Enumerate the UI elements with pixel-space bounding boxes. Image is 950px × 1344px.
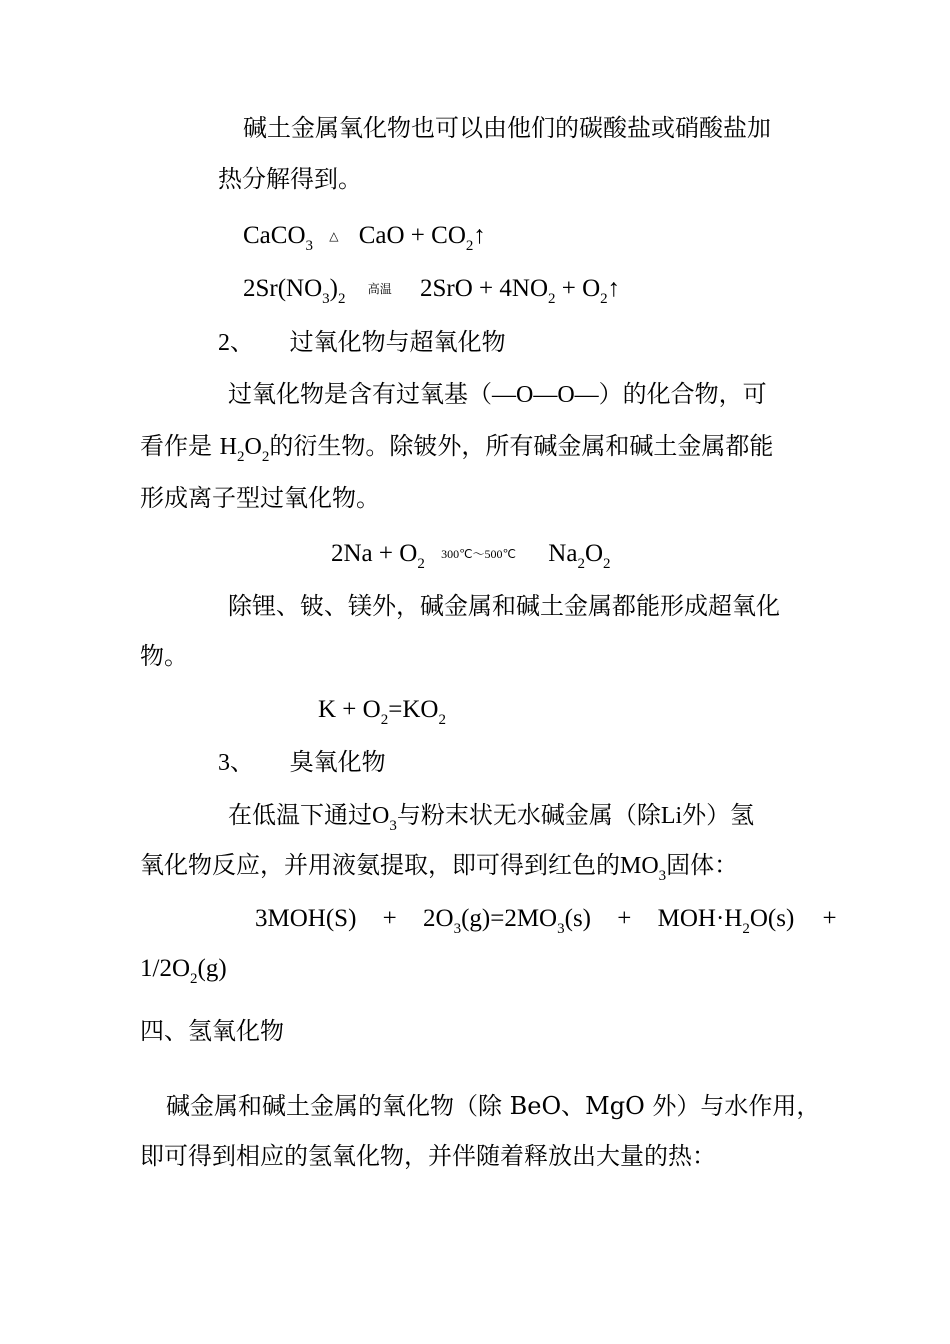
equation-term: 2Sr(NO (243, 275, 323, 302)
equation-caco3 (243, 220, 486, 252)
subscript: 3 (322, 291, 330, 307)
subscript: 2 (577, 556, 585, 572)
subscript: 2 (548, 291, 556, 307)
subscript: 2 (603, 556, 611, 572)
paragraph-line: 形成离子型过氧化物。 (140, 484, 380, 512)
formula-mo3 (620, 853, 667, 884)
subscript: 2 (261, 449, 270, 465)
equation-term: MOH·H (657, 905, 743, 932)
paragraph-line (228, 378, 767, 411)
section-number: 3、 (218, 750, 254, 776)
subscript: 2 (236, 449, 245, 465)
equation-term: K + O (318, 696, 381, 723)
section-title: 臭氧化物 (289, 748, 386, 776)
formula-part: H (219, 434, 237, 460)
paragraph-line: 物。 (140, 642, 188, 670)
subscript: 2 (338, 291, 346, 307)
text-run: 过氧化物是含有过氧基（ (228, 380, 492, 408)
subscript: 2 (742, 921, 750, 937)
paragraph-line (140, 430, 773, 463)
text-run: 在低温下通过 (228, 801, 372, 829)
subscript: 2 (600, 291, 608, 307)
subscript: 2 (438, 712, 446, 728)
paragraph-line: 即可得到相应的氢氧化物，并伴随着释放出大量的热： (140, 1142, 716, 1170)
subscript: 3 (305, 238, 313, 254)
text-run: ）的化合物，可 (598, 380, 767, 408)
subscript: 2 (417, 556, 425, 572)
paragraph-line (140, 849, 738, 882)
paragraph-line: 碱金属和碱土金属的氧化物（除 BeO、MgO 外）与水作用， (166, 1092, 821, 1120)
paragraph-line (228, 799, 754, 832)
subscript: 3 (453, 921, 462, 937)
paragraph-line: 热分解得到。 (218, 165, 362, 193)
gas-arrow: ↑ (607, 275, 621, 302)
equation-term: =KO (388, 696, 439, 723)
text-run: 与粉末状无水碱金属（除 (396, 801, 661, 829)
reaction-condition: △ (329, 229, 339, 243)
equation-term: CaO + CO (358, 222, 466, 249)
formula-h2o2 (219, 434, 270, 465)
section-heading (218, 746, 386, 779)
formula-part: O (244, 434, 262, 460)
reaction-condition: 高温 (367, 282, 392, 296)
equation-ko2 (318, 694, 446, 726)
equation-term: ) (329, 275, 338, 302)
equation-mo3-continued (140, 953, 227, 985)
formula-o3 (372, 803, 397, 834)
gas-arrow: ↑ (473, 222, 486, 249)
subscript: 2 (380, 712, 389, 728)
section-heading: 四、氢氧化物 (140, 1017, 284, 1045)
subscript: 2 (190, 971, 198, 987)
equation-term: + O (555, 275, 601, 302)
equation-term: O(s) (749, 905, 795, 932)
reaction-condition: 300℃～500℃ (441, 547, 517, 561)
text-run: 外）氢 (682, 801, 755, 829)
equation-srno3 (243, 273, 620, 305)
equation-term: 2Na + O (331, 540, 418, 567)
equation-term: 1/2O (140, 955, 190, 982)
equation-na2o2 (331, 538, 611, 570)
equation-term: (g) (197, 955, 227, 982)
section-title: 过氧化物与超氧化物 (289, 328, 506, 356)
subscript: 2 (465, 238, 474, 254)
equation-term: 2O (423, 905, 454, 932)
paragraph-line: 碱土金属氧化物也可以由他们的碳酸盐或硝酸盐加 (243, 114, 771, 142)
equation-term: O (584, 540, 603, 567)
text-run: 的衍生物。除铍外，所有碱金属和碱土金属都能 (269, 432, 774, 460)
equation-term: CaCO (243, 222, 306, 249)
equation-term: (s) (564, 905, 592, 932)
text-run: 氧化物反应，并用液氨提取，即可得到红色的 (140, 851, 620, 879)
text-run: 固体： (666, 851, 739, 879)
formula-li: Li (660, 803, 683, 829)
formula-part: O (372, 803, 390, 829)
equation-term: Na (548, 540, 578, 567)
equation-mo3 (255, 903, 837, 935)
equation-term: 3MOH(S) (255, 905, 357, 932)
paragraph-line: 除锂、铍、镁外，碱金属和碱土金属都能形成超氧化 (228, 592, 780, 620)
equation-plus: + (822, 905, 837, 932)
subscript: 3 (557, 921, 565, 937)
equation-term: 2SrO + 4NO (420, 275, 549, 302)
text-run: 看作是 (140, 432, 212, 460)
formula-part: MO (620, 853, 659, 879)
subscript: 3 (658, 868, 667, 884)
section-heading (218, 326, 506, 359)
section-number: 2、 (218, 330, 254, 356)
subscript: 3 (389, 818, 397, 834)
equation-term: (g)=2MO (461, 905, 558, 932)
equation-plus: + (617, 905, 632, 932)
equation-plus: + (382, 905, 397, 932)
peroxy-group: —O—O— (492, 382, 599, 408)
